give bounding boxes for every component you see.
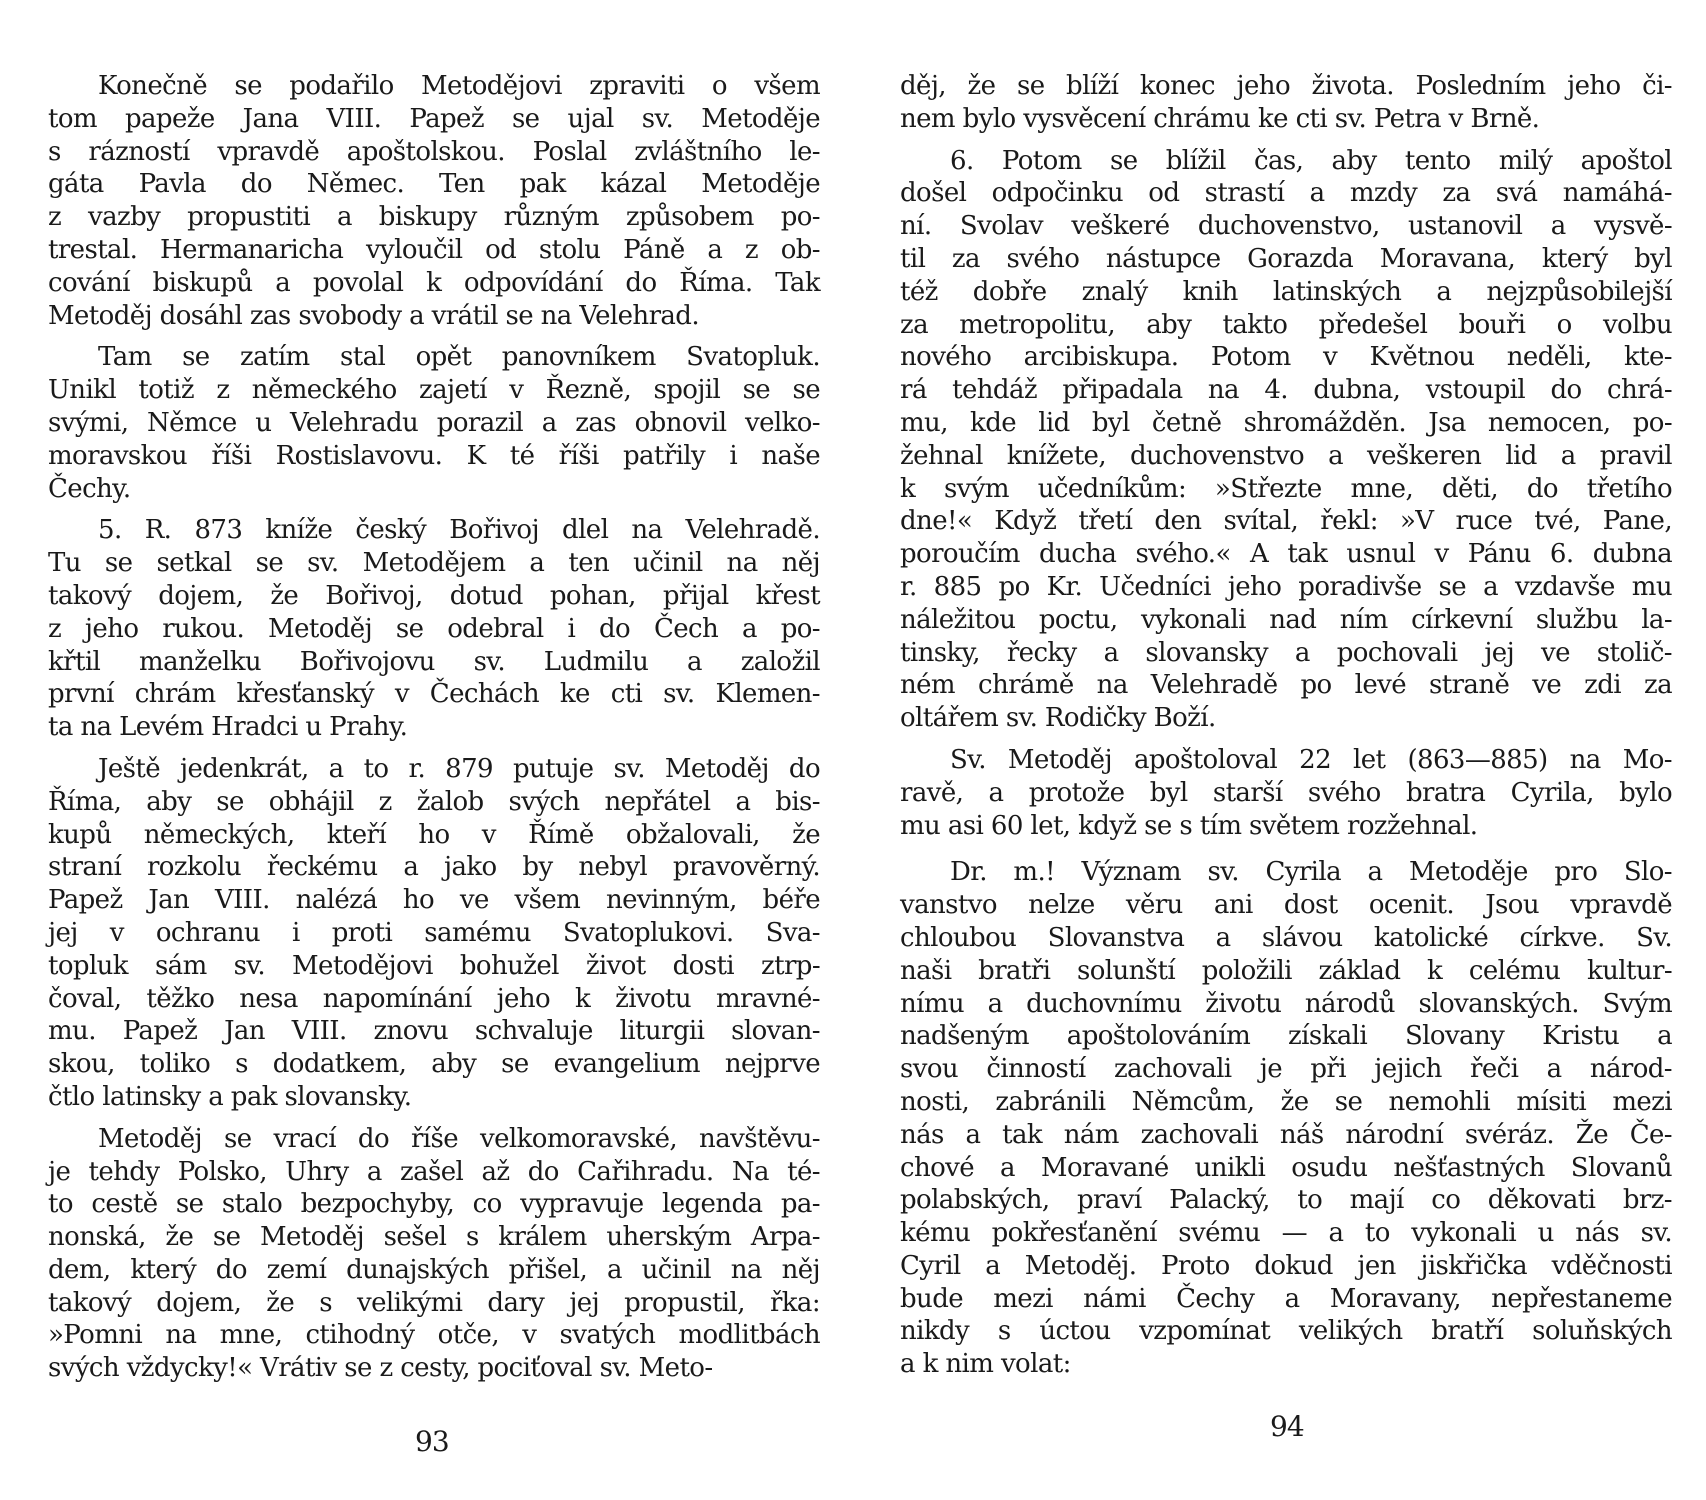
text-line: Tam se zatím stal opět panovníkem Svatopluk. xyxy=(98,342,820,373)
text-line: vanstvo nelze věru ani dost ocenit. Jsou vpravdě xyxy=(900,890,1672,921)
paragraph xyxy=(48,514,820,744)
text-line: til za svého nástupce Gorazda Moravana, který byl xyxy=(900,243,1672,274)
text-line: takový dojem, že s velikými dary jej propustil, řka: xyxy=(48,1287,820,1318)
text-line: děj, že se blíží konec jeho života. Posledním jeho či- xyxy=(900,71,1672,101)
paragraph xyxy=(900,856,1672,1381)
text-line: r. 885 po Kr. Učedníci jeho poradivše se a vzdavše mu xyxy=(900,571,1672,602)
text-line: Dr. m.! Význam sv. Cyrila a Metoděje pro Slo- xyxy=(950,857,1672,888)
text-line: jej v ochranu i proti samému Svatoplukovi. Sva- xyxy=(48,917,820,948)
text-line: bude mezi námi Čechy a Moravany, nepřestaneme xyxy=(900,1283,1672,1314)
text-line: mu. Papež Jan VIII. znovu schvaluje liturgii slovan- xyxy=(48,1016,820,1047)
text-line: straní rozkolu řeckému a jako by nebyl pravověrný. xyxy=(48,852,820,883)
text-line: kupů německých, kteří ho v Římě obžalovali, že xyxy=(48,819,820,850)
text-line: z jeho rukou. Metoděj se odebral i do Čech a po- xyxy=(48,613,820,644)
text-line: moravskou říši Rostislavovu. K té říši patřily i naše xyxy=(48,440,820,471)
text-line: poroučím ducha svého.« A tak usnul v Pánu 6. dubna xyxy=(900,539,1672,570)
text-line: nás a tak nám zachovali náš národní svéráz. Že Če- xyxy=(900,1119,1672,1150)
text-line: mu, kde lid byl četně shromážděn. Jsa nemocen, po- xyxy=(900,407,1672,438)
text-line: Tu se setkal se sv. Metodějem a ten učinil na něj xyxy=(48,548,820,579)
text-line: kému pokřesťanění svému — a to vykonali u nás sv. xyxy=(900,1218,1672,1249)
text-line: 6. Potom se blížil čas, aby tento milý apoštol xyxy=(950,145,1672,176)
text-line: první chrám křesťanský v Čechách ke cti sv. Klemen- xyxy=(48,679,820,710)
text-line: to cestě se stalo bezpochyby, co vypravuje legenda pa- xyxy=(48,1189,820,1220)
text-line: je tehdy Polsko, Uhry a zašel až do Cařihradu. Na té- xyxy=(48,1156,820,1187)
paragraph xyxy=(48,341,820,505)
paragraph xyxy=(48,753,820,1114)
text-line: Sv. Metoděj apoštoloval 22 let (863—885) na Mo- xyxy=(950,744,1672,775)
text-line: nonská, že se Metoděj sešel s králem uherským Arpa- xyxy=(48,1222,820,1253)
text-line: gáta Pavla do Němec. Ten pak kázal Metoděje xyxy=(48,169,820,200)
text-line: dem, který do zemí dunajských přišel, a učinil na něj xyxy=(48,1254,820,1285)
text-line: rá tehdáž připadala na 4. dubna, vstoupil do chrá- xyxy=(900,375,1672,406)
text-line: křtil manželku Bořivojovu sv. Ludmilu a založil xyxy=(48,646,820,677)
text-line: tinsky, řecky a slovansky a pochovali jej ve stolič- xyxy=(900,637,1672,668)
text-line: nímu a duchovnímu životu národů slovanských. Svým xyxy=(900,988,1672,1019)
text-line: došel odpočinku od strastí a mzdy za svá namáhá- xyxy=(900,178,1672,209)
text-line: s rázností vpravdě apoštolskou. Poslal zvláštního le- xyxy=(48,136,820,167)
text-line: mu asi 60 let, když se s tím světem rozžehnal. xyxy=(900,810,1478,841)
text-line: nikdy s úctou vzpomínat velikých bratří soluňských xyxy=(900,1316,1672,1347)
text-line: svou činností zachovali je při jejich řeči a národ- xyxy=(900,1054,1672,1085)
text-line: chové a Moravané unikli osudu nešťastných Slovanů xyxy=(900,1152,1672,1183)
text-line: ní. Svolav veškeré duchovenstvo, ustanovil a vysvě- xyxy=(900,211,1672,242)
text-line: tom papeže Jana VIII. Papež se ujal sv. Metoděje xyxy=(48,103,820,134)
text-line: Papež Jan VIII. nalézá ho ve všem nevinným, béře xyxy=(48,885,820,916)
page-number-left: 93 xyxy=(415,1425,449,1458)
text-line: z vazby propustiti a biskupy různým způsobem po- xyxy=(48,202,820,233)
paragraph xyxy=(900,145,1672,735)
text-line: polabských, praví Palacký, to mají co děkovati brz- xyxy=(900,1185,1672,1216)
text-line: Čechy. xyxy=(48,473,131,504)
text-line: nového arcibiskupa. Potom v Květnou neděli, kte- xyxy=(900,342,1672,373)
text-line: 5. R. 873 kníže český Bořivoj dlel na Velehradě. xyxy=(98,515,820,546)
text-line: »Pomni na mne, ctihodný otče, v svatých modlitbách xyxy=(48,1320,820,1351)
text-line: Metoděj dosáhl zas svobody a vrátil se na Velehrad. xyxy=(48,300,700,331)
text-line: nosti, zabránili Němcům, že se nemohli mísiti mezi xyxy=(900,1086,1672,1117)
text-line: ravě, a protože byl starší svého bratra Cyrila, bylo xyxy=(900,777,1672,808)
text-line: Unikl totiž z německého zajetí v Řezně, spojil se se xyxy=(48,375,820,406)
text-line: žehnal knížete, duchovenstvo a veškeren lid a pravil xyxy=(900,440,1672,471)
text-line: Říma, aby se obhájil z žalob svých nepřátel a bis- xyxy=(48,786,820,817)
paragraph xyxy=(900,744,1672,842)
text-line: trestal. Hermanaricha vyloučil od stolu Páně a z ob- xyxy=(48,234,820,265)
text-line: ném chrámě na Velehradě po levé straně ve zdi za xyxy=(900,670,1672,701)
text-line: čtlo latinsky a pak slovansky. xyxy=(48,1081,412,1112)
paragraph xyxy=(900,70,1672,136)
paragraph xyxy=(48,70,820,332)
text-line: ta na Levém Hradci u Prahy. xyxy=(48,712,408,743)
right-page xyxy=(900,70,1672,1390)
text-line: k svým učedníkům: »Střezte mne, děti, do třetího xyxy=(900,473,1672,504)
text-line: naši bratři solunští položili základ k celému kultur- xyxy=(900,955,1672,986)
text-line: Konečně se podařilo Metodějovi zpraviti o všem xyxy=(98,71,820,101)
text-line: chloubou Slovanstva a slávou katolické církve. Sv. xyxy=(900,922,1672,953)
text-line: dne!« Když třetí den svítal, řekl: »V ruce tvé, Pane, xyxy=(900,506,1672,537)
text-line: cování biskupů a povolal k odpovídání do Říma. Tak xyxy=(48,267,820,298)
text-line: Cyril a Metoděj. Proto dokud jen jiskřička vděčnosti xyxy=(900,1250,1672,1281)
text-line: Ještě jedenkrát, a to r. 879 putuje sv. Metoděj do xyxy=(98,753,820,784)
left-page xyxy=(48,70,820,1394)
paragraph xyxy=(48,1123,820,1385)
text-line: též dobře znalý knih latinských a nejzpůsobilejší xyxy=(900,276,1672,307)
text-line: čoval, těžko nesa napomínání jeho k životu mravné- xyxy=(48,983,820,1014)
text-line: a k nim volat: xyxy=(900,1349,1071,1380)
text-line: takový dojem, že Bořivoj, dotud pohan, přijal křest xyxy=(48,580,820,611)
text-line: nem bylo vysvěcení chrámu ke cti sv. Petra v Brně. xyxy=(900,103,1540,134)
page-number-right: 94 xyxy=(1270,1410,1304,1443)
text-line: Metoděj se vrací do říše velkomoravské, navštěvu- xyxy=(98,1123,820,1154)
text-line: oltářem sv. Rodičky Boží. xyxy=(900,703,1216,734)
text-line: náležitou poctu, vykonali nad ním církevní službu la- xyxy=(900,604,1672,635)
text-line: nadšeným apoštolováním získali Slovany Kristu a xyxy=(900,1021,1672,1052)
text-line: topluk sám sv. Metodějovi bohužel život dosti ztrp- xyxy=(48,950,820,981)
text-line: za metropolitu, aby takto předešel bouři o volbu xyxy=(900,309,1672,340)
text-line: svými, Němce u Velehradu porazil a zas obnovil velko- xyxy=(48,407,820,438)
text-line: svých vždycky!« Vrátiv se z cesty, pociťoval sv. Meto- xyxy=(48,1353,713,1384)
text-line: skou, toliko s dodatkem, aby se evangelium nejprve xyxy=(48,1049,820,1080)
